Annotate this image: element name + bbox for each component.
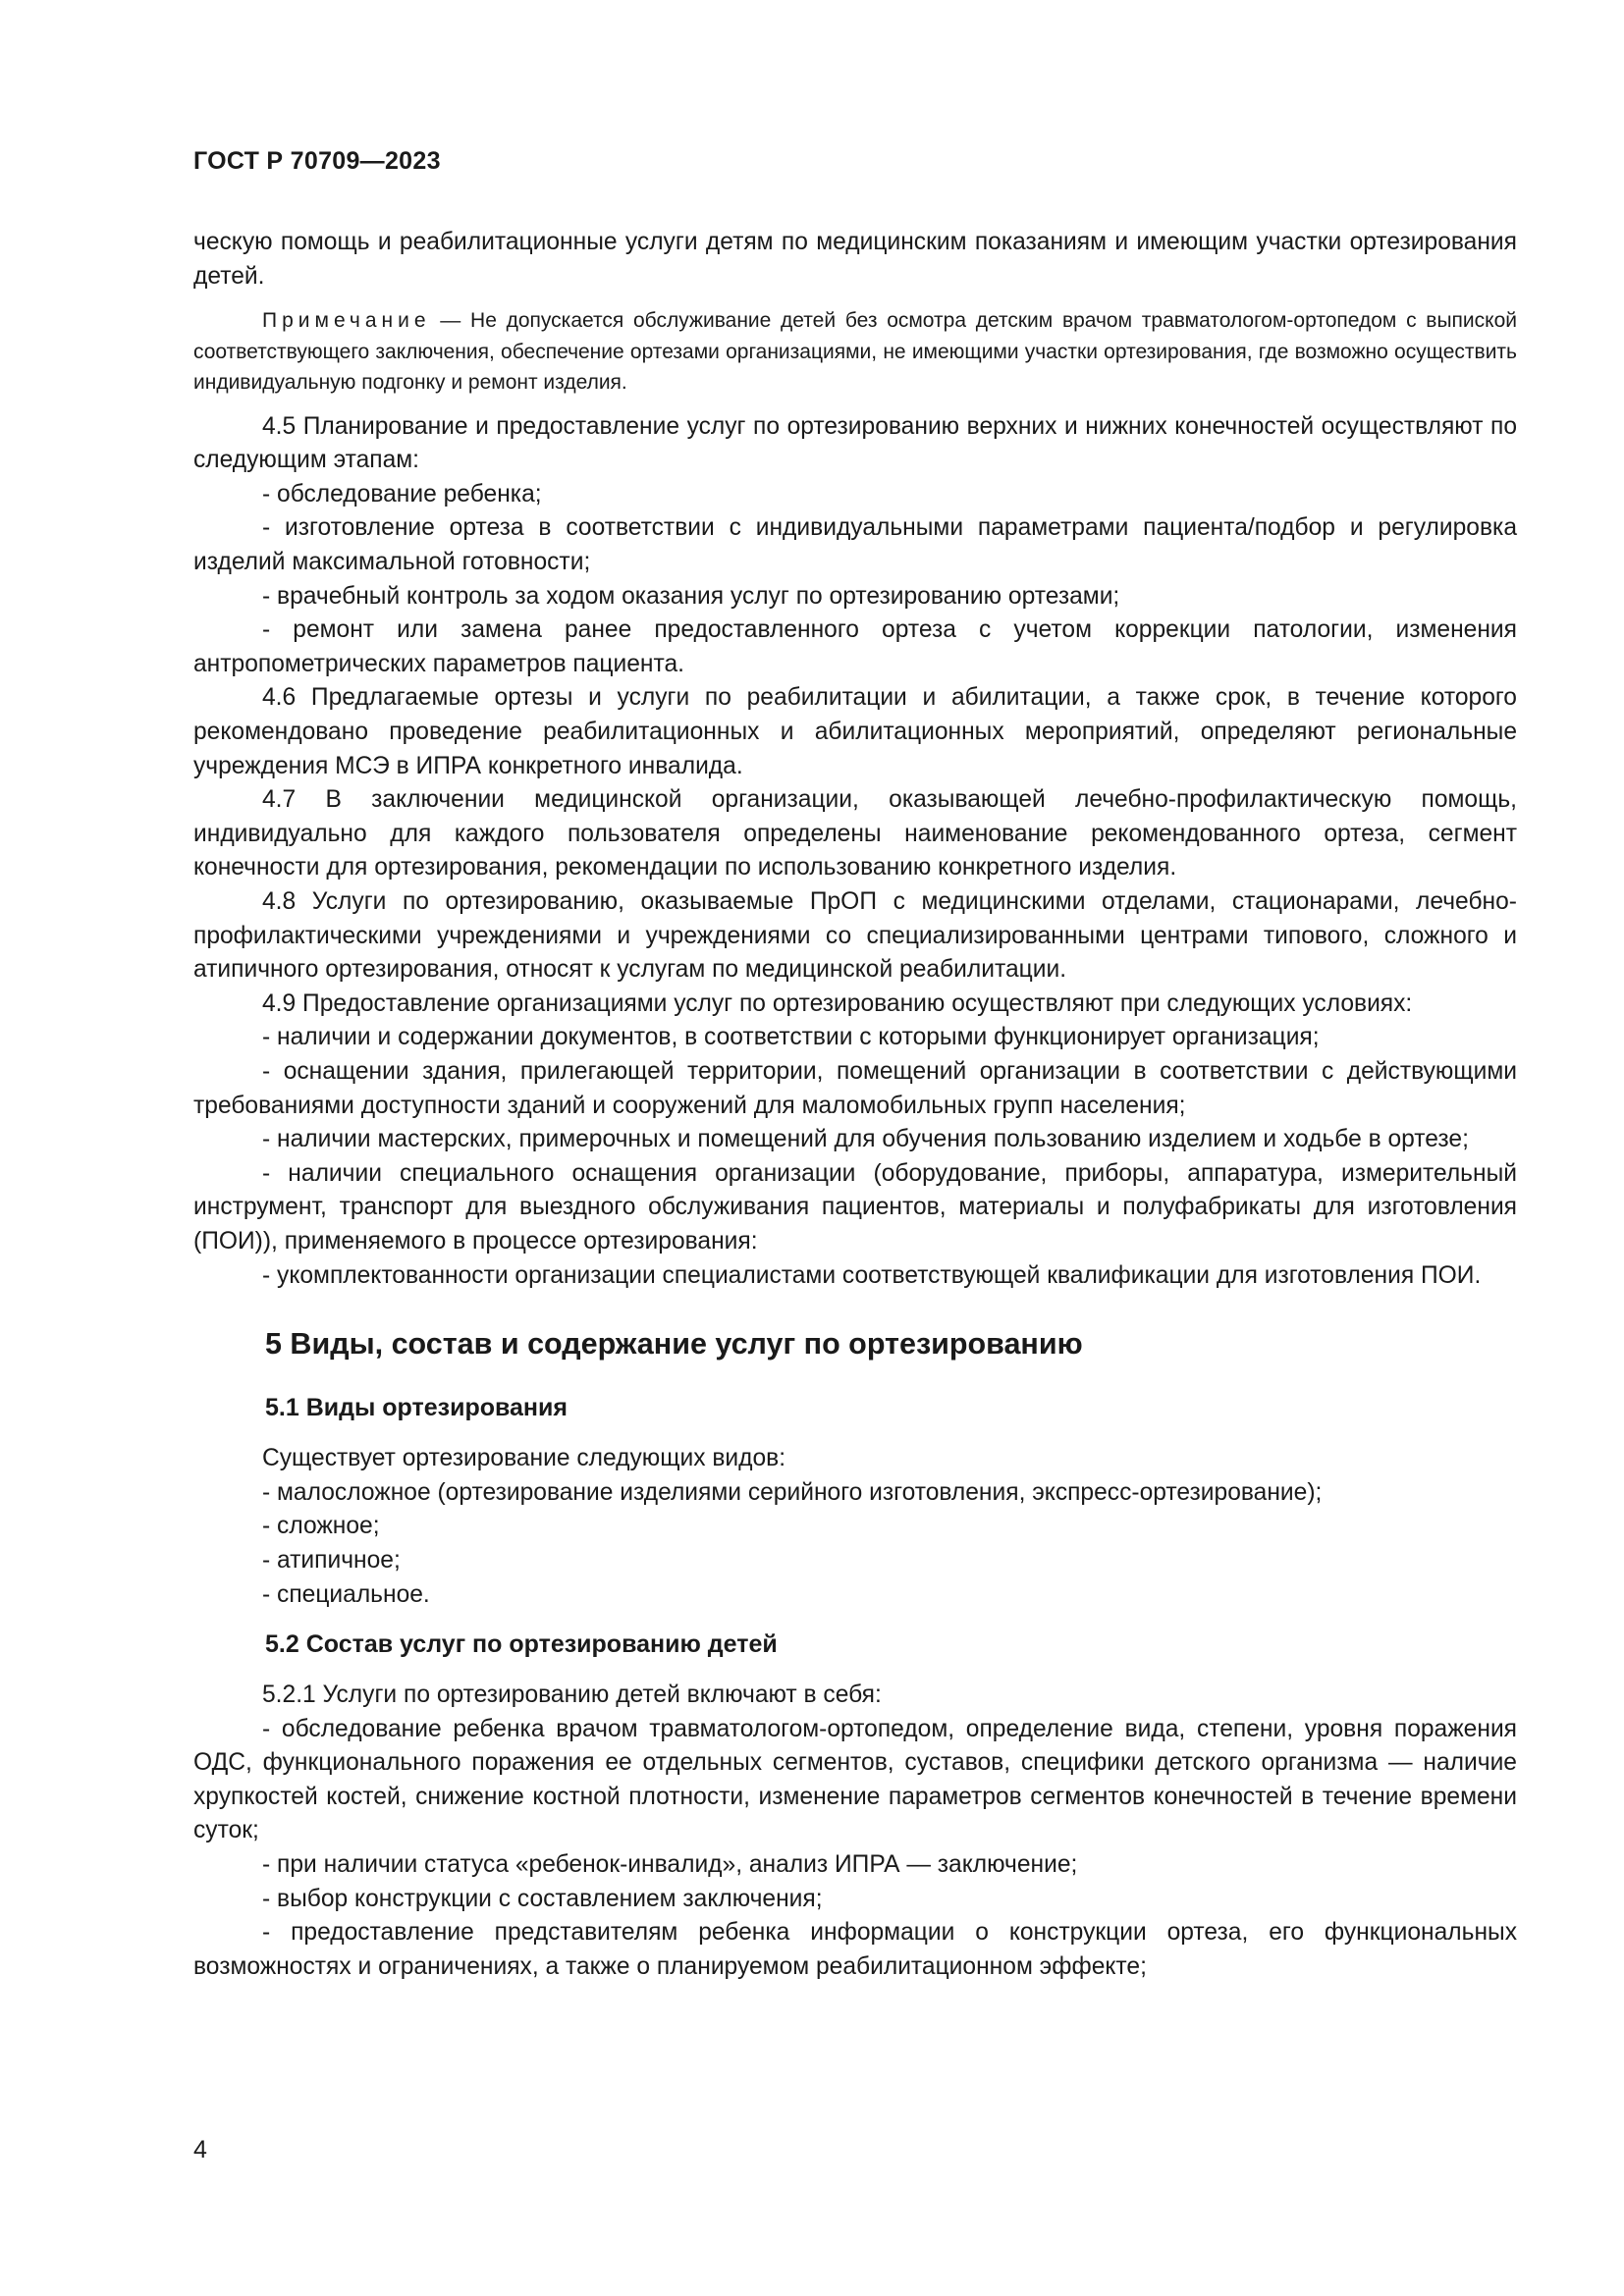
clause-4-7: 4.7 В заключении медицинской организации, оказывающей лечебно-профилактическую помощь, индивидуально для каждого пользователя определены наименование рекомендованного ортеза, сегмент конечности для ортезирования, рекомендации по использованию конкретного изделия. (193, 786, 1517, 881)
list-item: - изготовление ортеза в соответствии с индивидуальными параметрами пациента/подбор и регулировка изделий максимальной готовности; (193, 514, 1517, 576)
list-item: - специальное. (262, 1580, 430, 1608)
clause-4-9: 4.9 Предоставление организациями услуг по ортезированию осуществляют при следующих условиях: (262, 989, 1413, 1017)
subsection-5-1-heading: 5.1 Виды ортезирования (265, 1394, 568, 1422)
list-item: - выбор конструкции с составлением заключения; (262, 1885, 823, 1912)
note-lead: Примечание (262, 309, 431, 333)
list-item: - ремонт или замена ранее предоставленного ортеза с учетом коррекции патологии, изменения антропометрических параметров пациента. (193, 616, 1517, 677)
section-5-heading: 5 Виды, состав и содержание услуг по ортезированию (265, 1327, 1083, 1362)
list-item: - обследование ребенка; (262, 480, 542, 507)
list-item: - оснащении здания, прилегающей территории, помещений организации в соответствии с действующими требованиями доступности зданий и сооружений для маломобильных групп населения; (193, 1057, 1517, 1119)
clause-5-2-1: 5.2.1 Услуги по ортезированию детей включают в себя: (262, 1682, 882, 1709)
document-code-header: ГОСТ Р 70709—2023 (193, 147, 441, 175)
paragraph-continuation: ческую помощь и реабилитационные услуги детям по медицинским показаниям и имеющим участки ортезирования детей. (193, 229, 1517, 290)
list-item: - атипичное; (262, 1546, 401, 1574)
list-item: - обследование ребенка врачом травматологом-ортопедом, определение вида, степени, уровня поражения ОДС, функционального поражения ее отдельных сегментов, суставов, специфики детского организма — наличие хрупкостей костей, снижение костной плотности, изменение параметров сегментов конечностей в течение времени суток; (193, 1715, 1517, 1844)
list-item: - наличии специального оснащения организации (оборудование, приборы, аппаратура, измерительный инструмент, транспорт для выездного обслуживания пациентов, материалы и полуфабрикаты для изготовления (ПОИ)), применяемого в процессе ортезирования: (193, 1159, 1517, 1255)
page-body (193, 226, 1517, 1984)
list-item: - наличии и содержании документов, в соответствии с которыми функционирует организация; (262, 1024, 1320, 1051)
clause-4-8: 4.8 Услуги по ортезированию, оказываемые ПрОП с медицинскими отделами, стационарами, лечебно-профилактическими учреждениями и учреждениями со специализированными центрами типового, сложного и атипичного ортезирования, относят к услугам по медицинской реабилитации. (193, 888, 1517, 984)
clause-4-6: 4.6 Предлагаемые ортезы и услуги по реабилитации и абилитации, а также срок, в течение которого рекомендовано проведение реабилитационных и абилитационных мероприятий, определяют региональные учреждения МСЭ в ИПРА конкретного инвалида. (193, 684, 1517, 779)
list-item: - укомплектованности организации специалистами соответствующей квалификации для изготовления ПОИ. (262, 1261, 1482, 1289)
list-item: - предоставление представителям ребенка информации о конструкции ортеза, его функциональных возможностях и ограничениях, а также о планируемом реабилитационном эффекте; (193, 1919, 1517, 1980)
list-item: - при наличии статуса «ребенок-инвалид», анализ ИПРА — заключение; (262, 1851, 1078, 1879)
list-item: - малосложное (ортезирование изделиями серийного изготовления, экспресс-ортезирование); (262, 1478, 1323, 1506)
list-item: - наличии мастерских, примерочных и помещений для обучения пользованию изделием и ходьбе в ортезе; (262, 1126, 1469, 1153)
note (193, 305, 1517, 399)
spacer (193, 1612, 1517, 1628)
clause-5-1: Существует ортезирование следующих видов: (262, 1445, 786, 1472)
list-item: - сложное; (262, 1513, 380, 1540)
list-item: - врачебный контроль за ходом оказания услуг по ортезированию ортезами; (262, 582, 1120, 610)
note-body: — Не допускается обслуживание детей без осмотра детским врачом травматологом-ортопедом с выпиской соответствующего заключения, обеспечение ортезами организациями, не имеющими участки ортезирования, где возможно осуществить индивидуальную подгонку и ремонт изделия. (193, 309, 1517, 395)
page-number: 4 (193, 2136, 207, 2163)
clause-4-5: 4.5 Планирование и предоставление услуг по ортезированию верхних и нижних конечностей осуществляют по следующим этапам: (193, 412, 1517, 474)
subsection-5-2-heading: 5.2 Состав услуг по ортезированию детей (265, 1630, 778, 1659)
